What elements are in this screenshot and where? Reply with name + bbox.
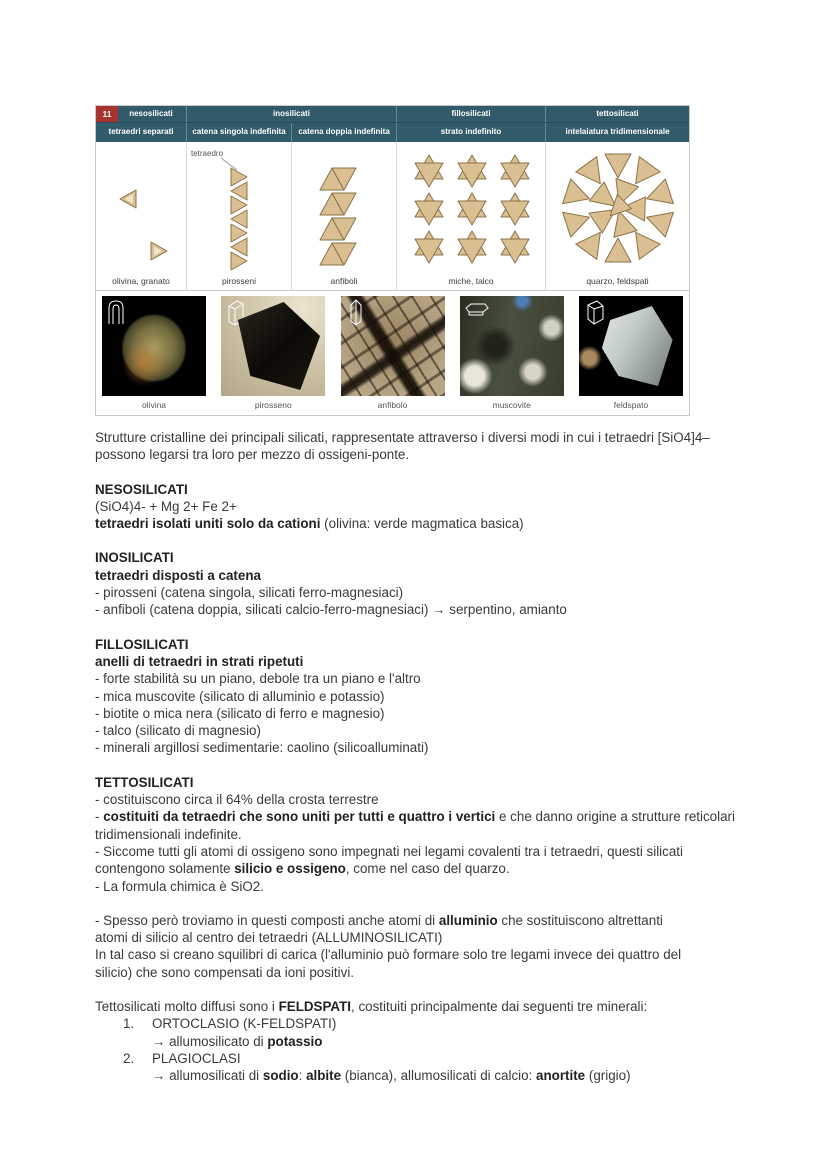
formula-line: (SiO4)4- + Mg 2+ Fe 2+ — [95, 498, 237, 514]
section-feldspati — [95, 998, 795, 1084]
subtitle-tetraedri-separati: tetraedri separati — [108, 127, 174, 136]
list-item-body — [152, 1050, 631, 1085]
crystal-habit-icon — [582, 298, 608, 328]
text-segment: - — [95, 809, 104, 825]
section-heading: NESOSILICATI — [95, 481, 188, 497]
subtitle-catena-singola: catena singola indefinita — [186, 123, 291, 142]
list-item-body — [152, 1015, 336, 1050]
anfibolo-photo — [341, 296, 445, 396]
bullet-line: - minerali argillosi sedimentarie: caolino (silicoalluminati) — [95, 740, 429, 756]
crystal-habit-icon — [463, 298, 489, 320]
bullet-line: - biotite o mica nera (silicato di ferro e magnesio) — [95, 705, 385, 721]
header-inosilicati: inosilicati — [186, 106, 396, 122]
bold-text: anortite — [536, 1068, 586, 1084]
bold-text: potassio — [267, 1033, 323, 1049]
text-segment: e che danno origine a strutture reticolari tridimensionali indefinite. — [95, 809, 735, 842]
photo-label-pirosseno: pirosseno — [254, 400, 292, 410]
figure-caption: Strutture cristalline dei principali silicati, rappresentate attraverso i diversi modi in cui i tetraedri [SiO4]4– possono legarsi tra loro per mezzo di ossigeni-ponte. — [95, 430, 710, 463]
photo-label-muscovite: muscovite — [492, 400, 531, 410]
list-number: 1. — [123, 1016, 135, 1032]
text-line — [95, 515, 795, 532]
photo-label-anfibolo: anfibolo — [377, 400, 408, 410]
bold-text: tetraedri isolati uniti solo da cationi — [95, 516, 321, 532]
photo-labels — [96, 398, 689, 415]
section-tettosilicati — [95, 774, 795, 895]
bullet-line — [95, 808, 767, 843]
bold-text: albite — [306, 1068, 342, 1084]
list-item-title: PLAGIOCLASI — [152, 1050, 241, 1066]
section-nesosilicati — [95, 481, 795, 533]
section-subheading: tetraedri disposti a catena — [95, 567, 261, 583]
diagram-label-nesosilicati: olivina, granato — [112, 276, 170, 286]
text-segment: → allumosilicati di — [152, 1068, 263, 1084]
header-tettosilicati: tettosilicati — [545, 106, 689, 122]
bullet-line: - anfiboli (catena doppia, silicati calcio-ferro-magnesiaci) → serpentino, amianto — [95, 602, 567, 618]
diagram-label-catena-doppia: anfiboli — [291, 275, 396, 290]
bold-text: FELDSPATI — [278, 999, 351, 1015]
photo-label-feldspato: feldspato — [613, 400, 649, 410]
bullet-line: - La formula chimica è SiO2. — [95, 878, 264, 894]
group-title: nesosilicati — [129, 109, 173, 118]
bullet-line: - forte stabilità su un piano, debole tra un piano e l'altro — [95, 671, 421, 687]
figure-header-groups — [96, 106, 689, 122]
list-item-subline — [152, 1033, 336, 1050]
photo-label-olivina: olivina — [141, 400, 167, 410]
figure-number-badge: 11 — [96, 106, 118, 122]
bold-text: alluminio — [438, 912, 498, 928]
bold-text: silicio e ossigeno — [234, 861, 346, 877]
text-segment: (bianca), allumosilicati di calcio: — [341, 1068, 537, 1084]
text-segment: - Siccome tutti gli atomi di ossigeno sono impegnati nei legami covalenti tra i tetraedri, questi silicati contengono solamente — [95, 843, 683, 877]
text-segment: : — [298, 1068, 307, 1084]
section-heading: INOSILICATI — [95, 550, 174, 566]
text-segment: → allumosilicato di — [152, 1033, 268, 1049]
section-heading: TETTOSILICATI — [95, 774, 194, 790]
mineral-photos — [96, 291, 689, 398]
framework-diagram — [545, 142, 689, 280]
double-chain-diagram — [291, 142, 396, 280]
section-heading: FILLOSILICATI — [95, 636, 189, 652]
silicates-figure — [95, 105, 690, 416]
crystal-habit-icon — [105, 298, 127, 326]
text-segment: , costituiti principalmente dai seguenti tre minerali: — [351, 999, 648, 1015]
single-chain-diagram — [186, 142, 291, 280]
list-item — [95, 1015, 795, 1050]
paragraph — [95, 998, 795, 1015]
figure-diagrams — [96, 142, 689, 275]
diagram-label-tettosilicati: quarzo, feldspati — [545, 275, 689, 290]
list-number: 2. — [123, 1050, 135, 1066]
pirosseno-photo — [221, 296, 325, 396]
crystal-habit-icon — [344, 298, 366, 326]
section-fillosilicati — [95, 636, 795, 757]
feldspato-photo — [579, 296, 683, 396]
notes-text — [95, 429, 795, 1085]
text-segment: - Spesso però troviamo in questi composti anche atomi di — [95, 912, 439, 928]
list-item-subline — [152, 1067, 631, 1084]
bullet-line: - talco (silicato di magnesio) — [95, 723, 261, 739]
subtitle-intelaiatura: intelaiatura tridimensionale — [545, 123, 689, 142]
subtitle-strato-indefinito: strato indefinito — [396, 123, 545, 142]
text-segment: (olivina: verde magmatica basica) — [320, 516, 524, 532]
subtitle-catena-doppia: catena doppia indefinita — [291, 123, 396, 142]
text-segment: Tettosilicati molto diffusi sono i — [95, 999, 279, 1015]
list-item — [95, 1050, 795, 1085]
bold-text: sodio — [262, 1068, 299, 1084]
text-segment: che sostituiscono altrettanti atomi di silicio al centro dei tetraedri (ALLUMINOSILICATI) — [95, 912, 663, 946]
section-subheading: anelli di tetraedri in strati ripetuti — [95, 653, 304, 669]
bullet-line: - costituiscono circa il 64% della crosta terrestre — [95, 792, 379, 808]
paragraph — [95, 912, 665, 947]
header-nesosilicati — [96, 106, 186, 122]
tetraedro-annotation: tetraedro — [191, 149, 224, 158]
olivina-photo — [102, 296, 206, 396]
section-alluminio — [95, 912, 795, 981]
diagram-label-fillosilicati: miche, talco — [396, 275, 545, 290]
text-segment: , come nel caso del quarzo. — [345, 861, 510, 877]
sheet-diagram — [396, 142, 545, 280]
paragraph: In tal caso si creano squilibri di carica (l'alluminio può formare solo tre legami invece dei quattro del silicio) che sono compensati da ioni positivi. — [95, 947, 682, 980]
list-item-title: ORTOCLASIO (K-FELDSPATI) — [152, 1016, 337, 1032]
figure-header-subtitles — [96, 122, 689, 142]
section-inosilicati — [95, 549, 795, 618]
text-segment: (grigio) — [585, 1068, 631, 1084]
diagram-label-catena-singola: pirosseni — [186, 275, 291, 290]
bullet-line: - pirosseni (catena singola, silicati ferro-magnesiaci) — [95, 585, 404, 601]
crystal-habit-icon — [224, 298, 246, 326]
bullet-line — [95, 843, 691, 878]
muscovite-photo — [460, 296, 564, 396]
header-fillosilicati: fillosilicati — [396, 106, 545, 122]
nesosilicati-diagram — [96, 142, 186, 280]
bullet-line: - mica muscovite (silicato di alluminio e potassio) — [95, 688, 385, 704]
bold-text: costituiti da tetraedri che sono uniti per tutti e quattro i vertici — [103, 809, 496, 825]
